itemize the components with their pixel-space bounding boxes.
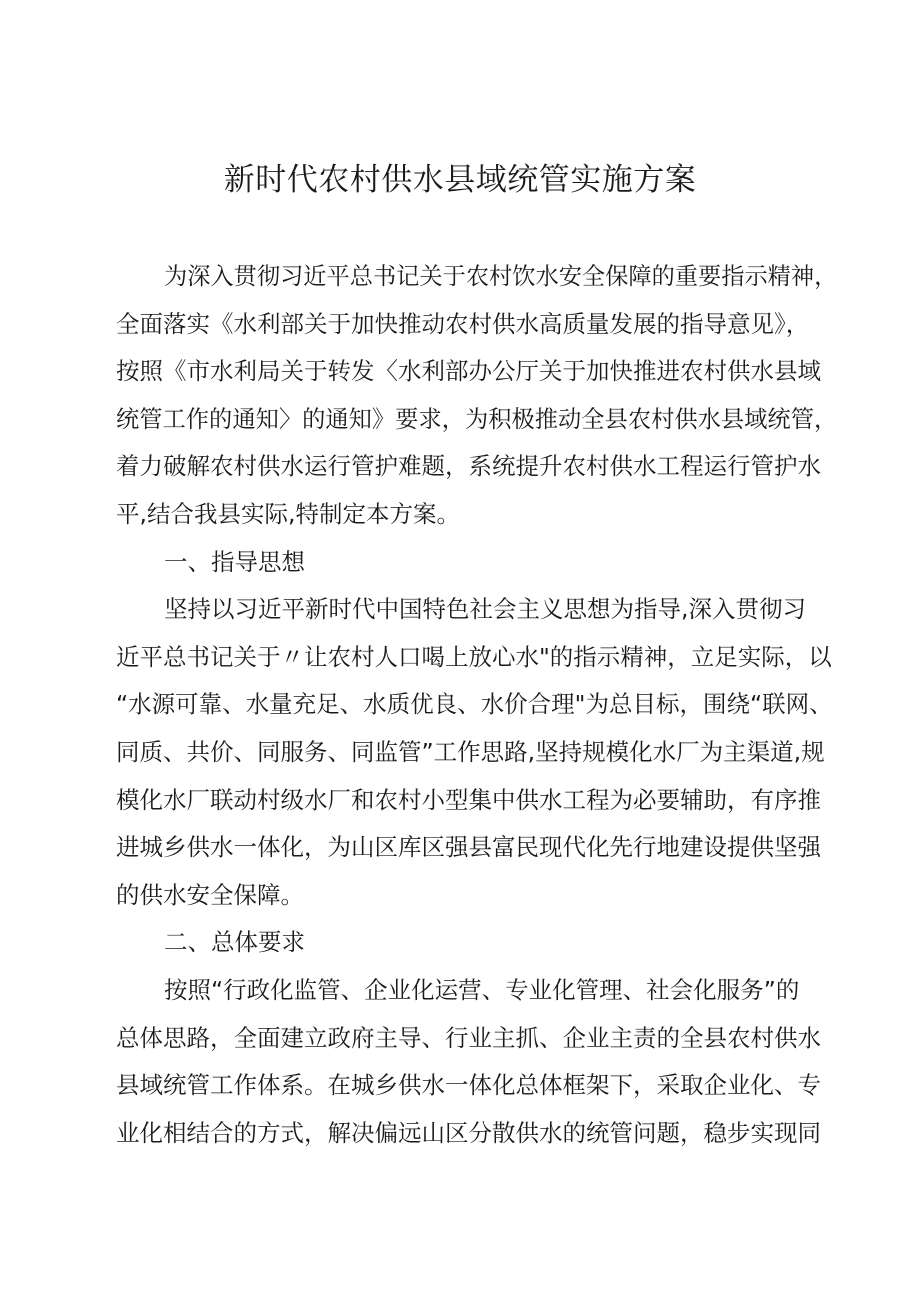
text-line: 按照“行政化监管、企业化运营、专业化管理、社会化服务”的 (164, 975, 800, 1004)
text-line: 进城乡供水一体化，为山区库区强县富民现代化先行地建设提供坚强 (116, 833, 821, 862)
text-line: 一、指导思想 (164, 547, 305, 576)
text-line: 总体思路，全面建立政府主导、行业主抓、企业主责的全县农村供水 (116, 1023, 821, 1052)
text-line: 二、总体要求 (164, 928, 305, 957)
text-line: 统管工作的通知〉的通知》要求，为积极推动全县农村供水县域统管， (116, 405, 838, 433)
text-line: 同质、共价、同服务、同监管”工作思路,坚持规模化水厂为主渠道,规 (116, 737, 825, 766)
text-line: 全面落实《水利部关于加快推动农村供水高质量发展的指导意见》， (116, 309, 810, 338)
text-line: 为深入贯彻习近平总书记关于农村饮水安全保障的重要指示精神， (164, 263, 838, 290)
text-line: “水源可靠、水量充足、水质优良、水价合理"为总目标，围绕“联网、 (116, 690, 833, 719)
text-line: 平,结合我县实际,特制定本方案。 (116, 499, 460, 528)
document-title: 新时代农村供水县域统管实施方案 (223, 162, 697, 198)
document-body (116, 253, 838, 1157)
text-line: 的供水安全保障。 (116, 880, 304, 909)
text-line: 按照《市水利局关于转发〈水利部办公厅关于加快推进农村供水县域 (116, 357, 821, 386)
text-line: 县域统管工作体系。在城乡供水一体化总体框架下，采取企业化、专 (116, 1071, 821, 1100)
text-line: 业化相结合的方式，解决偏远山区分散供水的统管问题，稳步实现同 (116, 1118, 821, 1147)
text-line: 模化水厂联动村级水厂和农村小型集中供水工程为必要辅助，有序推 (116, 785, 821, 814)
text-line: 着力破解农村供水运行管护难题，系统提升农村供水工程运行管护水 (116, 452, 821, 481)
text-line: 坚持以习近平新时代中国特色社会主义思想为指导,深入贯彻习 (164, 595, 806, 624)
text-line: 近平总书记关于〃让农村人口喝上放心水"的指示精神，立足实际，以 (116, 642, 832, 671)
